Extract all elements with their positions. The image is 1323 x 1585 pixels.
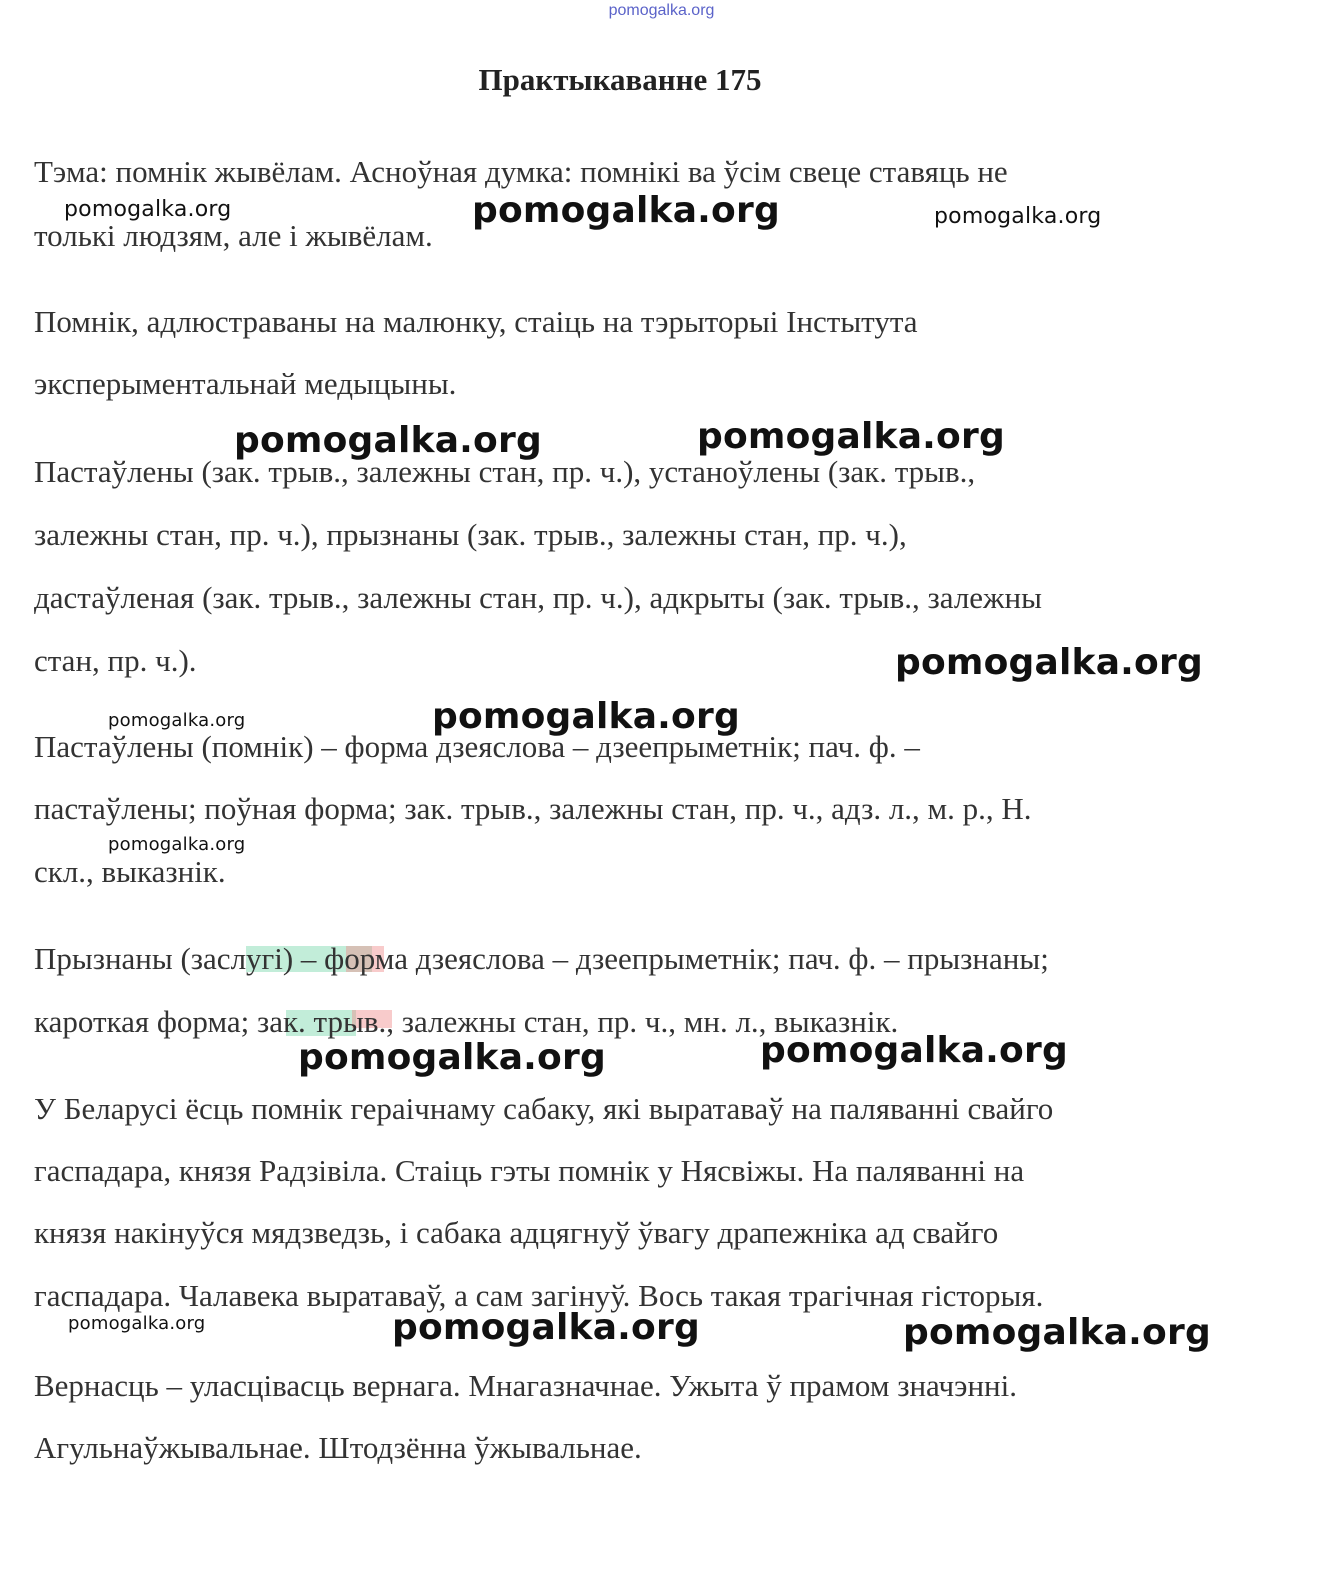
text-line: стан, пр. ч.).: [34, 643, 197, 678]
watermark: pomogalka.org: [64, 197, 232, 222]
watermark: pomogalka.org: [903, 1312, 1211, 1353]
text-line: Пастаўлены (зак. трыв., залежны стан, пр. ч.), устаноўлены (зак. трыв.,: [34, 454, 976, 489]
text-line: У Беларусі ёсць помнік гераічнаму сабаку, які выратаваў на паляванні свайго: [34, 1091, 1054, 1126]
text-line: Вернасць – уласцівасць вернага. Мнагазначнае. Ужыта ў прамом значэнні.: [34, 1368, 1017, 1403]
text-line: эксперыментальнай медыцыны.: [34, 366, 457, 401]
text-line: дастаўленая (зак. трыв., залежны стан, пр. ч.), адкрыты (зак. трыв., залежны: [34, 580, 1042, 615]
watermark: pomogalka.org: [298, 1037, 606, 1078]
page-title: Практыкаванне 175: [478, 62, 762, 97]
text-line: толькі людзям, але і жывёлам.: [34, 218, 433, 253]
text-line: гаспадара. Чалавека выратаваў, а сам загінуў. Вось такая трагічная гісторыя.: [34, 1278, 1044, 1313]
text-line: Тэма: помнік жывёлам. Асноўная думка: помнікі ва ўсім свеце ставяць не: [34, 154, 1008, 189]
watermark: pomogalka.org: [392, 1307, 700, 1348]
watermark: pomogalka.org: [432, 696, 740, 737]
watermark: pomogalka.org: [472, 190, 780, 231]
watermark: pomogalka.org: [68, 1313, 206, 1334]
watermark: pomogalka.org: [234, 420, 542, 461]
text-line: гаспадара, князя Радзівіла. Стаіць гэты помнік у Нясвіжы. На паляванні на: [34, 1153, 1025, 1188]
text-line: Пастаўлены (помнік) – форма дзеяслова – дзеепрыметнік; пач. ф. –: [34, 729, 920, 764]
text-line: Агульнаўжывальнае. Штодзённа ўжывальнае.: [34, 1430, 642, 1465]
text-line: Помнік, адлюстраваны на малюнку, стаіць на тэрыторыі Інстытута: [34, 304, 918, 339]
text-line: залежны стан, пр. ч.), прызнаны (зак. трыв., залежны стан, пр. ч.),: [34, 517, 907, 552]
text-line: Прызнаны (заслугі) – форма дзеяслова – дзеепрыметнік; пач. ф. – прызнаны;: [34, 941, 1049, 976]
text-line: скл., выказнік.: [34, 854, 226, 889]
text-line: кароткая форма; зак. трыв., залежны стан, пр. ч., мн. л., выказнік.: [34, 1004, 899, 1039]
text-line: князя накінуўся мядзведзь, і сабака адцягнуў ўвагу драпежніка ад свайго: [34, 1215, 999, 1250]
watermark: pomogalka.org: [760, 1030, 1068, 1071]
text-line: пастаўлены; поўная форма; зак. трыв., залежны стан, пр. ч., адз. л., м. р., Н.: [34, 791, 1032, 826]
watermark: pomogalka.org: [934, 204, 1102, 229]
watermark: pomogalka.org: [697, 416, 1005, 457]
watermark: pomogalka.org: [895, 642, 1203, 683]
watermark: pomogalka.org: [108, 710, 246, 731]
watermark: pomogalka.org: [108, 834, 246, 855]
site-header-link[interactable]: pomogalka.org: [608, 2, 715, 19]
